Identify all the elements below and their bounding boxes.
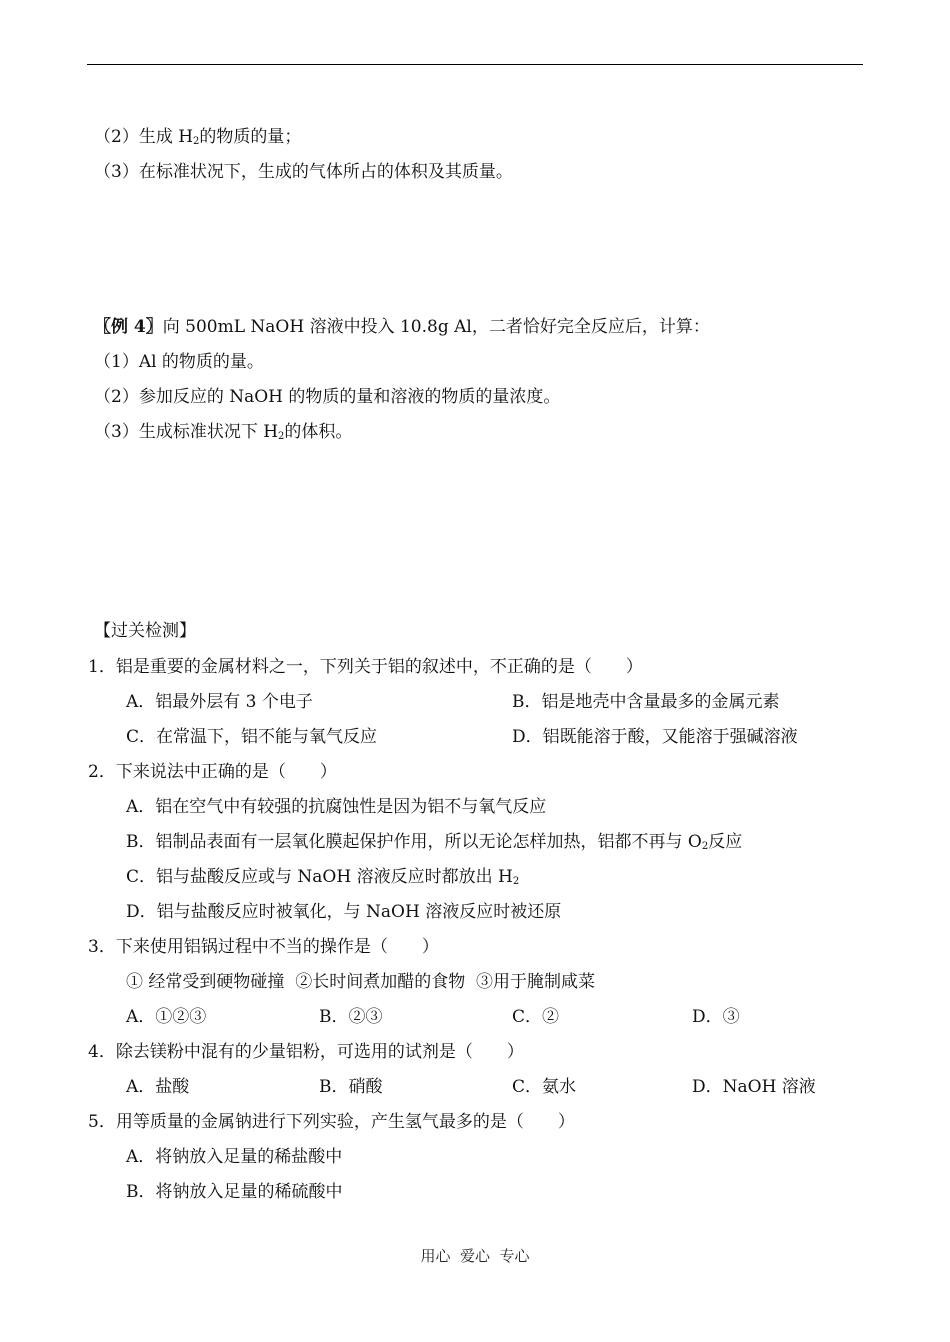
- header-rule: [87, 64, 863, 65]
- question-2-option-b: B．铝制品表面有一层氧化膜起保护作用，所以无论怎样加热，铝都不再与 $O_2$反应: [126, 832, 743, 852]
- question-1-stem: 1．铝是重要的金属材料之一，下列关于铝的叙述中，不正确的是（ ）: [88, 657, 643, 677]
- question-4-stem: 4．除去镁粉中混有的少量铝粉，可选用的试剂是（ ）: [88, 1042, 524, 1062]
- question-1-option-d: D．铝既能溶于酸，又能溶于强碱溶液: [512, 727, 798, 747]
- part1-question-3: （3）在标准状况下，生成的气体所占的体积及其质量。: [94, 162, 513, 182]
- question-2-option-a: A．铝在空气中有较强的抗腐蚀性是因为铝不与氧气反应: [126, 797, 547, 817]
- question-3-option-a: A．①②③: [126, 1007, 207, 1027]
- example4-label: 〖例 4〗: [94, 317, 163, 337]
- question-2-option-c: C．铝与盐酸反应或与 NaOH 溶液反应时都放出 $H_2$: [126, 867, 520, 887]
- question-1-option-c: C．在常温下，铝不能与氧气反应: [126, 727, 378, 747]
- question-3-note: ① 经常受到硬物碰撞 ②长时间煮加醋的食物 ③用于腌制咸菜: [126, 972, 596, 992]
- example4-question-1: （1）Al 的物质的量。: [94, 352, 264, 372]
- example4-question-3: （3）生成标准状况下 $H_2$的体积。: [94, 422, 353, 442]
- question-5-stem: 5．用等质量的金属钠进行下列实验，产生氢气最多的是（ ）: [88, 1112, 575, 1132]
- question-2-option-d: D．铝与盐酸反应时被氧化，与 NaOH 溶液反应时被还原: [126, 902, 562, 922]
- question-1-option-b: B．铝是地壳中含量最多的金属元素: [512, 692, 780, 712]
- question-3-stem: 3．下来使用铝锅过程中不当的操作是（ ）: [88, 937, 439, 957]
- page-footer: 用心 爱心 专心: [420, 1247, 530, 1265]
- question-5-option-a: A．将钠放入足量的稀盐酸中: [126, 1147, 343, 1167]
- example4-question-2: （2）参加反应的 NaOH 的物质的量和溶液的物质的量浓度。: [94, 387, 561, 407]
- question-4-option-b: B．硝酸: [319, 1077, 383, 1097]
- section-title: 【过关检测】: [94, 621, 196, 641]
- question-3-option-c: C．②: [512, 1007, 560, 1027]
- question-1-option-a: A．铝最外层有 3 个电子: [126, 692, 313, 712]
- question-3-option-d: D．③: [692, 1007, 740, 1027]
- question-4-option-a: A．盐酸: [126, 1077, 190, 1097]
- question-3-option-b: B．②③: [319, 1007, 383, 1027]
- part1-question-2: （2）生成 $H_2$的物质的量；: [94, 127, 302, 147]
- question-5-option-b: B．将钠放入足量的稀硫酸中: [126, 1182, 343, 1202]
- question-4-option-c: C．氨水: [512, 1077, 577, 1097]
- question-2-stem: 2．下来说法中正确的是（ ）: [88, 762, 337, 782]
- question-4-option-d: D．NaOH 溶液: [692, 1077, 816, 1097]
- example4-stem: 〖例 4〗向 500mL NaOH 溶液中投入 10.8g Al，二者恰好完全反应后，计算：: [94, 317, 710, 337]
